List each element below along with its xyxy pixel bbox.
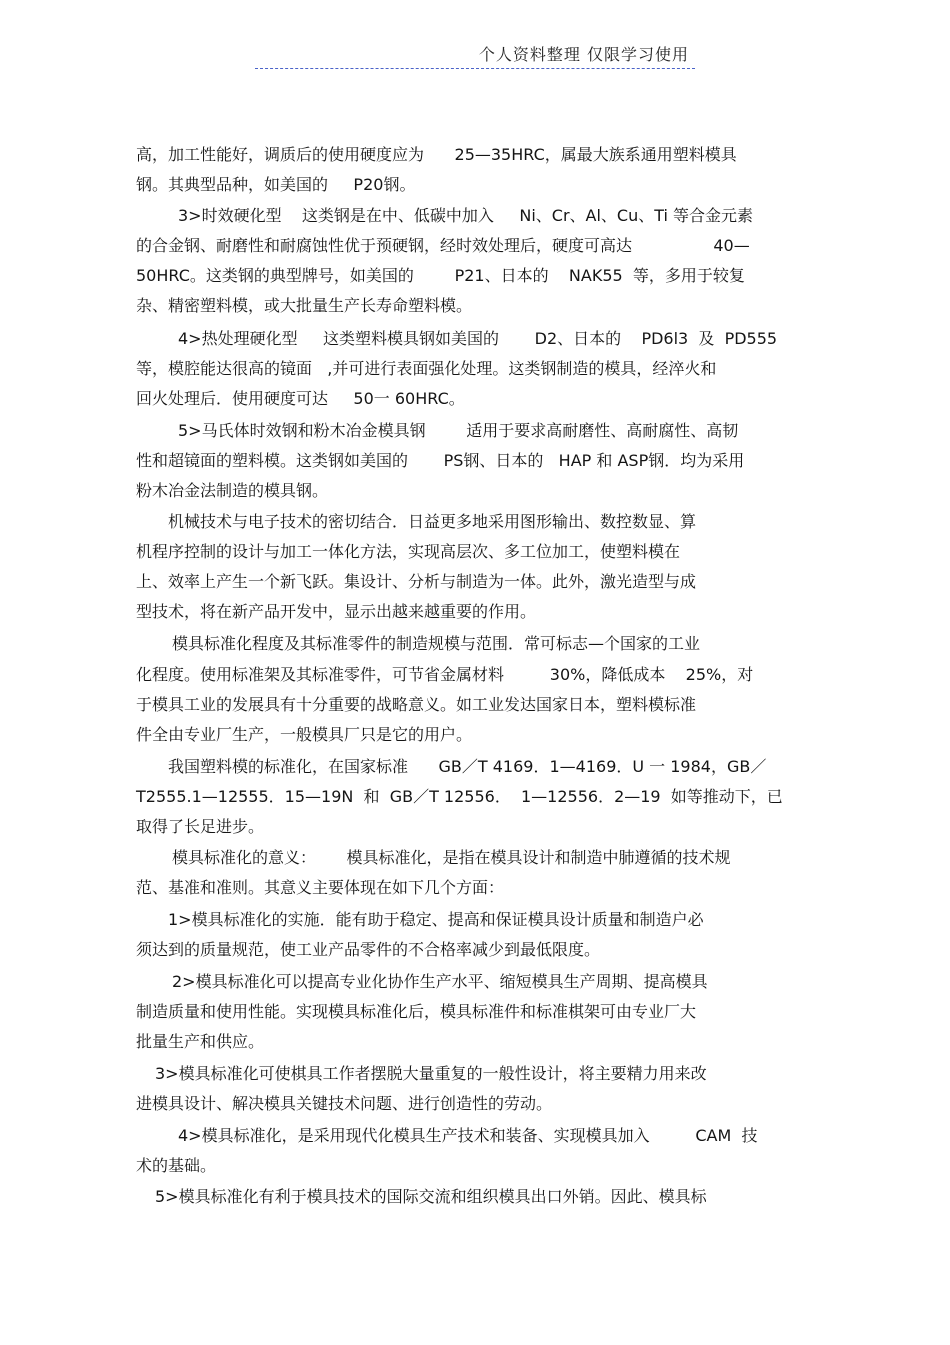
body-line: 回火处理后．使用硬度可达 50一 60HRC。 <box>136 389 465 408</box>
body-line: 型技术，将在新产品开发中，显示出越来越重要的作用。 <box>136 602 537 621</box>
body-line: 我国塑料模的标准化，在国家标准 GB／T 4169．1—4169．U 一 1984，GB／ <box>168 757 767 776</box>
body-line: 取得了长足进步。 <box>136 817 265 836</box>
body-line: 1>模具标准化的实施．能有助于稳定、提高和保证模具设计质量和制造户必 <box>168 910 704 929</box>
body-line: 上、效率上产生一个新飞跃。集设计、分析与制造为一体。此外，激光造型与成 <box>136 572 697 591</box>
body-line: 机械技术与电子技术的密切结合．日益更多地采用图形输出、数控数显、算 <box>168 512 697 531</box>
body-line: 5>马氏体时效钢和粉木冶金模具钢 适用于要求高耐磨性、高耐腐性、高韧 <box>178 421 739 440</box>
body-line: 4>模具标准化，是采用现代化模具生产技术和装备、实现模具加入 CAM 技 <box>178 1126 758 1145</box>
body-line: 钢。其典型品种，如美国的 P20钢。 <box>136 175 416 194</box>
body-line: 模具标准化的意义： 模具标准化，是指在模具设计和制造中肺遵循的技术规 <box>172 848 731 867</box>
body-line: 制造质量和使用性能。实现模具标准化后，模具标准件和标准棋架可由专业厂大 <box>136 1002 697 1021</box>
header-text: 个人资料整理 仅限学习使用 <box>478 45 689 64</box>
body-line: 批量生产和供应。 <box>136 1032 265 1051</box>
body-line: 等，模腔能达很高的镜面 ,并可进行表面强化处理。这类钢制造的模具，经淬火和 <box>136 359 717 378</box>
body-line: 高，加工性能好，调质后的使用硬度应为 25—35HRC，属最大族系通用塑料模具 <box>136 145 737 164</box>
body-line: 4>热处理硬化型 这类塑料模具钢如美国的 D2、日本的 PD6l3 及 PD555 <box>178 329 778 348</box>
body-line: 5>模具标准化有利于模具技术的国际交流和组织模具出口外销。因此、模具标 <box>155 1187 707 1206</box>
body-line: 的合金钢、耐磨性和耐腐蚀性优于预硬钢，经时效处理后，硬度可高达 40— <box>136 236 750 255</box>
body-line: 术的基础。 <box>136 1156 217 1175</box>
body-line: 粉木冶金法制造的模具钢。 <box>136 481 329 500</box>
body-line: 50HRC。这类钢的典型牌号，如美国的 P21、日本的 NAK55 等，多用于较复 <box>136 266 745 285</box>
body-line: 范、基准和准则。其意义主要体现在如下几个方面： <box>136 878 505 897</box>
body-line: 件全由专业厂生产，一般模具厂只是它的用户。 <box>136 725 473 744</box>
body-line: 3>时效硬化型 这类钢是在中、低碳中加入 Ni、Cr、Al、Cu、Ti 等合金元素 <box>178 206 754 225</box>
body-line: 须达到的质量规范，使工业产品零件的不合格率减少到最低限度。 <box>136 940 601 959</box>
body-line: T2555.1—12555．15—19N 和 GB／T 12556． 1—12556．2—19 如等推动下，已 <box>136 787 783 806</box>
body-line: 于模具工业的发展具有十分重要的战略意义。如工业发达国家日本，塑料模标准 <box>136 695 697 714</box>
body-line: 性和超镜面的塑料模。这类钢如美国的 PS钢、日本的 HAP 和 ASP钢．均为采用 <box>136 451 745 470</box>
body-line: 2>模具标准化可以提高专业化协作生产水平、缩短模具生产周期、提高模具 <box>172 972 708 991</box>
body-line: 模具标准化程度及其标准零件的制造规模与范围．常可标志—个国家的工业 <box>172 634 701 653</box>
page-header <box>255 40 695 69</box>
body-line: 杂、精密塑料模，或大批量生产长寿命塑料模。 <box>136 296 473 315</box>
body-line: 机程序控制的设计与加工一体化方法，实现高层次、多工位加工，使塑料模在 <box>136 542 681 561</box>
body-line: 进模具设计、解决模具关键技术问题、进行创造性的劳动。 <box>136 1094 553 1113</box>
body-line: 3>模具标准化可使棋具工作者摆脱大量重复的一般性设计，将主要精力用来改 <box>155 1064 707 1083</box>
body-line: 化程度。使用标准架及其标准零件，可节省金属材料 30%，降低成本 25%，对 <box>136 665 754 684</box>
